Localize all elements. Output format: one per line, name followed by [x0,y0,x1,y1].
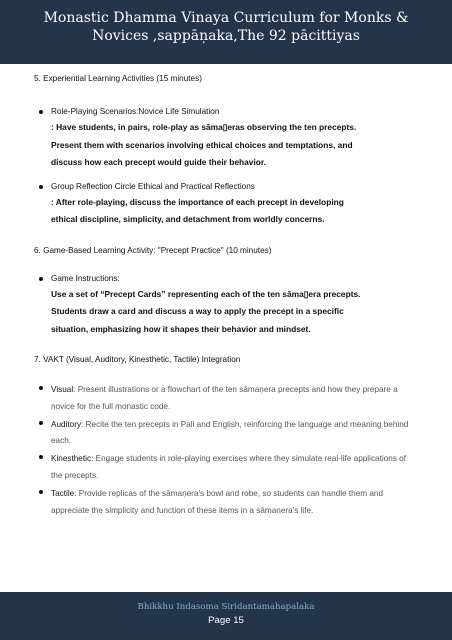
footer-author: Bhikkhu Indasoma Siridantamahapalaka [137,602,315,612]
bullet-body [51,286,424,339]
section-heading-vakt: 7. VAKT (Visual, Auditory, Kinesthetic, Tactile) Integration [34,355,241,364]
vakt-desc-line: each. [51,436,72,446]
vakt-term: Auditory [51,419,82,429]
section-list-game [34,273,424,339]
bullet-body [51,194,424,229]
list-item-role-playing [34,106,424,172]
section-list-vakt [34,382,424,519]
vakt-desc-line: : Engage students in role-playing exercises where they simulate real-life applications of [91,454,406,464]
bullet-body-line: Present them with scenarios involving ethical choices and temptations, and [51,139,353,150]
page-number: Page 15 [208,615,244,626]
bullet-title: Role-Playing Scenarios:Novice Life Simulation [51,107,220,116]
page-content [34,73,424,520]
vakt-desc-line: appreciate the simplicity and function of these items in a sāmaṇera's life. [51,505,314,515]
header-title-line-1: Monastic Dhamma Vinaya Curriculum for Monks & [43,10,409,26]
vakt-desc-line: : Present illustrations or a flowchart of the ten sāmaṇera precepts and how they prepare a [73,385,398,394]
vakt-term: Visual [51,385,74,394]
section-list-experiential [34,106,424,229]
bullet-body-line: : After role-playing, discuss the importance of each precept in developing [51,196,344,207]
list-item-game-instructions [34,273,424,339]
bullet-body [51,119,424,172]
header-title-line-2: Novices ,sappāṇaka,The 92 pācittiyas [92,28,360,44]
bullet-title: Game Instructions: [51,273,120,283]
page-footer [0,592,452,640]
section-heading-experiential: 5. Experiential Learning Activities (15 minutes) [34,74,202,83]
vakt-desc-line: : Recite the ten precepts in Pali and English, reinforcing the language and meaning behind [81,419,409,429]
page-header [0,0,452,64]
list-item-kinesthetic [34,451,424,485]
vakt-desc-line: the precepts. [51,470,99,480]
bullet-title: Group Reflection Circle Ethical and Practical Reflections [51,181,255,191]
list-item-visual [34,382,424,416]
bullet-body-line: situation, emphasizing how it shapes their behavior and mindset. [51,323,311,334]
vakt-term: Tactile [51,488,75,498]
vakt-term: Kinesthetic [51,454,92,464]
bullet-body-line: discuss how each precept would guide their behavior. [51,157,267,167]
bullet-body-line: Use a set of “Precept Cards” representing each of the ten sāma▯era precepts. [51,288,361,299]
bullet-body-line: ethical discipline, simplicity, and detachment from worldly concerns. [51,214,325,224]
section-heading-game: 6. Game-Based Learning Activity: "Precept Practice" (10 minutes) [34,245,272,255]
bullet-body-line: Students draw a card and discuss a way to apply the precept in a specific [51,306,344,316]
list-item-group-reflection [34,181,424,229]
vakt-desc-line: novice for the full monastic code. [51,401,171,411]
list-item-tactile [34,486,424,520]
bullet-body-line: : Have students, in pairs, role-play as sāma▯eras observing the ten precepts. [51,122,357,132]
vakt-desc-line: : Provide replicas of the sāmaṇera's bowl and robe, so students can handle them and [74,488,383,498]
list-item-auditory [34,417,424,451]
